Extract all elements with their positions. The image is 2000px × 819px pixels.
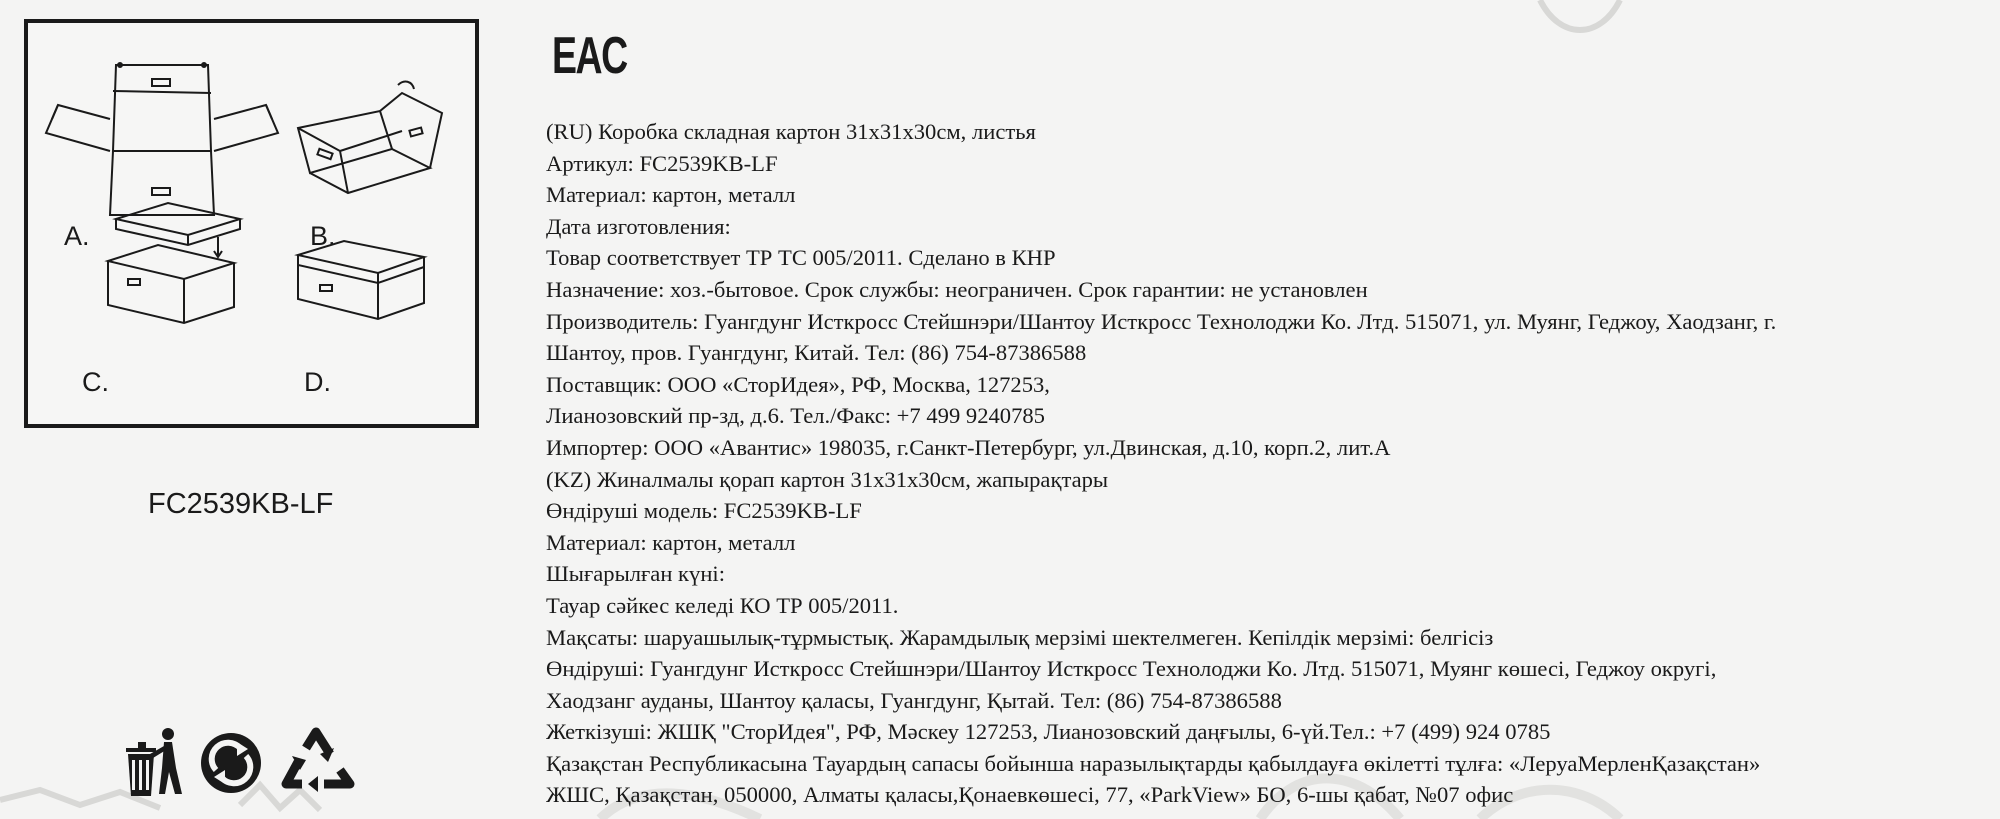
description-line: Шантоу, пров. Гуангдунг, Китай. Тел: (86) 754-87386588 [546,340,1087,366]
description-line: Поставщик: ООО «СторИдея», РФ, Москва, 127253, [546,371,1050,397]
description-line: Тауар сәйкес келеді КО ТР 005/2011. [546,592,899,618]
description-line: (KZ) Жиналмалы қорап картон 31х31х30см, жапырақтары [546,466,1109,492]
description-line: Мақсаты: шаруашылық-тұрмыстық. Жарамдылық мерзімі шектелмеген. Кепілдік мерзімі: белгісіз [546,624,1494,650]
description-line: Материал: картон, металл [546,182,796,208]
step-c-label: C. [82,367,109,397]
description-line: Қазақстан Республикасына Тауардың сапасы бойынша наразылықтарды қабылдауға өкілетті тұлға: «ЛеруаМерленҚазақстан» [546,750,1761,776]
assembly-drawings [28,23,475,424]
step-a-drawing [46,63,278,215]
step-a-label: A. [64,221,90,251]
step-b-label: B. [310,221,336,251]
description-line: Материал: картон, металл [546,529,796,555]
description-line: Артикул: FC2539KB-LF [546,150,778,176]
description-line: Өндіруші: Гуангдунг Исткросс Стейшнэри/Шантоу Исткросс Технолоджи Ко. Лтд. 515071, Муянг көшесі, Геджоу округі, [546,656,1717,682]
step-c-drawing [108,203,240,323]
description-line: Лианозовский пр-зд, д.6. Тел./Факс: +7 499 9240785 [546,403,1045,429]
assembly-diagram [24,19,479,428]
disposal-icons [120,718,380,808]
description-line: Дата изготовления: [546,213,731,239]
description-line: Өндіруші модель: FC2539KB-LF [546,498,862,524]
description-line: Производитель: Гуангдунг Исткросс Стейшнэри/Шантоу Исткросс Технолоджи Ко. Лтд. 515071, ул. Муянг, Геджоу, Хаодзанг, г. [546,308,1777,334]
description-line: ЖШС, Қазақстан, 050000, Алматы қаласы,Қонаевкөшесі, 77, «ParkView» БО, 6-шы қабат, №07 офис [546,782,1514,808]
step-d-label: D. [304,367,331,397]
description-line: Товар соответствует ТР ТС 005/2011. Сделано в КНР [546,245,1056,271]
recycle-arrow-circle-icon [201,733,261,793]
product-description [546,116,1986,811]
description-line: Хаодзанг ауданы, Шантоу қаласы, Гуангдунг, Қытай. Тел: (86) 754-87386588 [546,687,1282,713]
description-line: Импортер: ООО «Авантис» 198035, г.Санкт-Петербург, ул.Двинская, д.10, корп.2, лит.А [546,434,1391,460]
step-b-drawing [298,82,442,193]
eac-certification-mark: EAC [552,27,627,85]
step-d-drawing [298,241,424,319]
description-line: Назначение: хоз.-бытовое. Срок службы: неограничен. Срок гарантии: не установлен [546,276,1368,302]
description-line: Жеткізуші: ЖШҚ "СторИдея", РФ, Мәскеу 127253, Лианозовский даңғылы, 6-үй.Тел.: +7 (499) 924 0785 [546,719,1551,745]
model-code: FC2539KB-LF [148,488,334,520]
description-line: (RU) Коробка складная картон 31х31х30см, листья [546,119,1036,144]
description-line: Шығарылған күні: [546,561,725,587]
